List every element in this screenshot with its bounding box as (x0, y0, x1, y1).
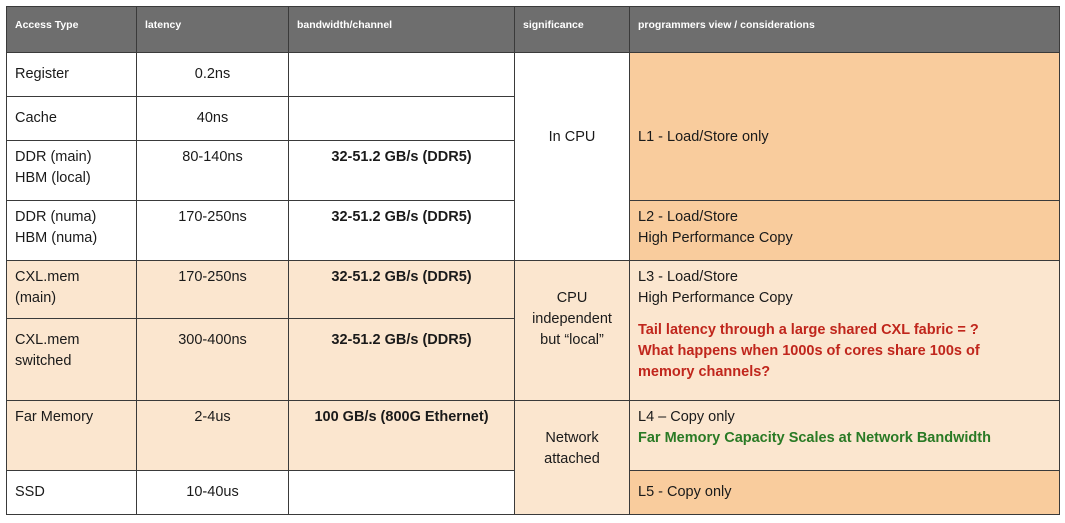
header-latency: latency (137, 7, 289, 53)
header-bandwidth: bandwidth/channel (289, 7, 515, 53)
memory-hierarchy-table (6, 6, 1060, 515)
bandwidth-cell: 100 GB/s (800G Ethernet) (289, 401, 515, 471)
latency-cell: 170-250ns (137, 261, 289, 319)
significance-text: Network (545, 430, 599, 446)
significance-text: CPU (556, 290, 588, 306)
access-type-text: DDR (numa) (15, 209, 97, 225)
access-type-cell (7, 53, 137, 97)
view-l3-note: memory channels? (638, 364, 771, 380)
access-type-text: HBM (numa) (15, 230, 98, 246)
bandwidth-cell: 32-51.2 GB/s (DDR5) (289, 141, 515, 201)
view-l5-text: L5 - Copy only (638, 484, 732, 500)
latency-cell: 40ns (137, 97, 289, 141)
latency-cell: 10-40us (137, 471, 289, 515)
spacer (638, 309, 1051, 320)
view-l3-text: L3 - Load/Store (638, 269, 738, 285)
view-l4-text: L4 – Copy only (638, 409, 735, 425)
latency-cell: 2-4us (137, 401, 289, 471)
significance-text: In CPU (548, 129, 596, 145)
latency-cell: 300-400ns (137, 319, 289, 401)
view-l1-text: L1 - Load/Store only (638, 129, 769, 145)
access-type-cell (7, 97, 137, 141)
view-l3-cell (630, 261, 1060, 401)
header-significance: significance (515, 7, 630, 53)
view-l5-cell (630, 471, 1060, 515)
view-l1-cell (630, 53, 1060, 201)
access-type-cell (7, 201, 137, 261)
access-type-cell (7, 141, 137, 201)
significance-text: but “local” (540, 332, 604, 348)
access-type-text: HBM (local) (15, 170, 91, 186)
view-l3-text: High Performance Copy (638, 290, 793, 306)
significance-text: independent (532, 311, 612, 327)
access-type-text: CXL.mem (15, 269, 80, 285)
significance-cpu-independent (515, 261, 630, 401)
view-l4-note: Far Memory Capacity Scales at Network Bandwidth (638, 430, 991, 446)
bandwidth-cell: 32-51.2 GB/s (DDR5) (289, 201, 515, 261)
table-row (7, 53, 1060, 97)
header-row (7, 7, 1060, 53)
access-type-cell (7, 471, 137, 515)
view-l2-cell (630, 201, 1060, 261)
access-type-text: Far Memory (15, 409, 94, 425)
access-type-text: SSD (15, 484, 45, 500)
access-type-text: (main) (15, 290, 57, 306)
bandwidth-cell (289, 97, 515, 141)
view-l4-cell (630, 401, 1060, 471)
header-access-type: Access Type (7, 7, 137, 53)
table-row (7, 401, 1060, 471)
significance-text: attached (544, 451, 600, 467)
bandwidth-cell (289, 53, 515, 97)
significance-network-attached (515, 401, 630, 515)
access-type-text: DDR (main) (15, 149, 92, 165)
access-type-text: Register (15, 66, 69, 82)
latency-cell: 0.2ns (137, 53, 289, 97)
access-type-text: switched (15, 353, 72, 369)
bandwidth-cell: 32-51.2 GB/s (DDR5) (289, 261, 515, 319)
access-type-cell (7, 261, 137, 319)
table-row (7, 261, 1060, 319)
bandwidth-cell (289, 471, 515, 515)
view-l2-text: L2 - Load/Store (638, 209, 738, 225)
latency-cell: 170-250ns (137, 201, 289, 261)
header-programmers-view: programmers view / considerations (630, 7, 1060, 53)
access-type-cell (7, 401, 137, 471)
latency-cell: 80-140ns (137, 141, 289, 201)
access-type-cell (7, 319, 137, 401)
access-type-text: Cache (15, 110, 57, 126)
significance-in-cpu (515, 53, 630, 261)
view-l2-text: High Performance Copy (638, 230, 793, 246)
view-l3-note: Tail latency through a large shared CXL fabric = ? (638, 322, 979, 338)
view-l3-note: What happens when 1000s of cores share 100s of (638, 343, 980, 359)
bandwidth-cell: 32-51.2 GB/s (DDR5) (289, 319, 515, 401)
access-type-text: CXL.mem (15, 332, 80, 348)
